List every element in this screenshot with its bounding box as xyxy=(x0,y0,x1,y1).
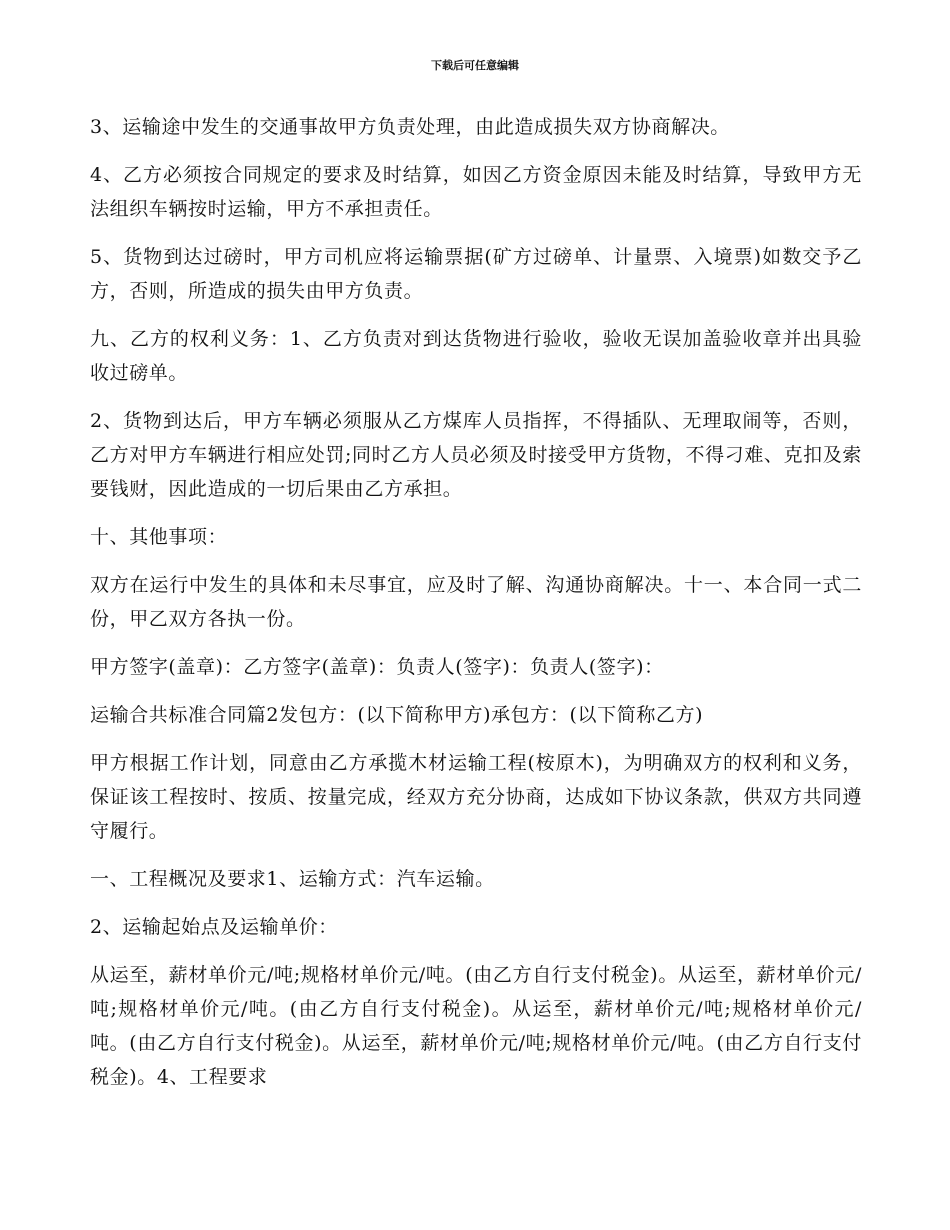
paragraph-weighing: 5、货物到达过磅时，甲方司机应将运输票据(矿方过磅单、计量票、入境票)如数交予乙方，否则，所造成的损失由甲方负责。 xyxy=(90,246,862,302)
page-header: 下载后可任意编辑 xyxy=(431,59,519,72)
paragraph-unresolved-matters: 双方在运行中发生的具体和未尽事宜，应及时了解、沟通协商解决。十一、本合同一式二份，甲乙双方各执一份。 xyxy=(90,574,862,630)
paragraph-transport-prices: 从运至，薪材单价元/吨;规格材单价元/吨。(由乙方自行支付税金)。从运至，薪材单价元/吨;规格材单价元/吨。(由乙方自行支付税金)。从运至，薪材单价元/吨;规格材单价元/吨。(由乙方自行支付税金)。从运至，薪材单价元/吨;规格材单价元/吨。(由乙方自行支付税金)。4、工程要求 xyxy=(90,964,862,1088)
paragraph-transport-price-heading: 2、运输起始点及运输单价： xyxy=(90,916,338,938)
paragraph-work-plan: 甲方根据工作计划，同意由乙方承揽木材运输工程(桉原木)，为明确双方的权利和义务，保证该工程按时、按质、按量完成，经双方充分协商，达成如下协议条款，供双方共同遵守履行。 xyxy=(90,752,862,842)
document-body xyxy=(90,110,862,1108)
paragraph-vehicle-command: 2、货物到达后，甲方车辆必须服从乙方煤库人员指挥，不得插队、无理取闹等，否则，乙方对甲方车辆进行相应处罚;同时乙方人员必须及时接受甲方货物，不得刁难、克扣及索要钱财，因此造成的一切后果由乙方承担。 xyxy=(90,410,862,500)
paragraph-settlement: 4、乙方必须按合同规定的要求及时结算，如因乙方资金原因未能及时结算，导致甲方无法组织车辆按时运输，甲方不承担责任。 xyxy=(90,164,862,220)
paragraph-project-overview: 一、工程概况及要求1、运输方式：汽车运输。 xyxy=(90,868,495,890)
paragraph-traffic-accident: 3、运输途中发生的交通事故甲方负责处理，由此造成损失双方协商解决。 xyxy=(90,116,730,138)
paragraph-contract-2-title: 运输合共标准合同篇2发包方：(以下简称甲方)承包方：(以下简称乙方) xyxy=(90,704,704,726)
paragraph-party-b-rights: 九、乙方的权利义务：1、乙方负责对到达货物进行验收，验收无误加盖验收章并出具验收过磅单。 xyxy=(90,328,862,384)
paragraph-signatures: 甲方签字(盖章)：乙方签字(盖章)：负责人(签字)：负责人(签字)： xyxy=(90,656,664,678)
paragraph-other-matters-heading: 十、其他事项： xyxy=(90,526,228,548)
